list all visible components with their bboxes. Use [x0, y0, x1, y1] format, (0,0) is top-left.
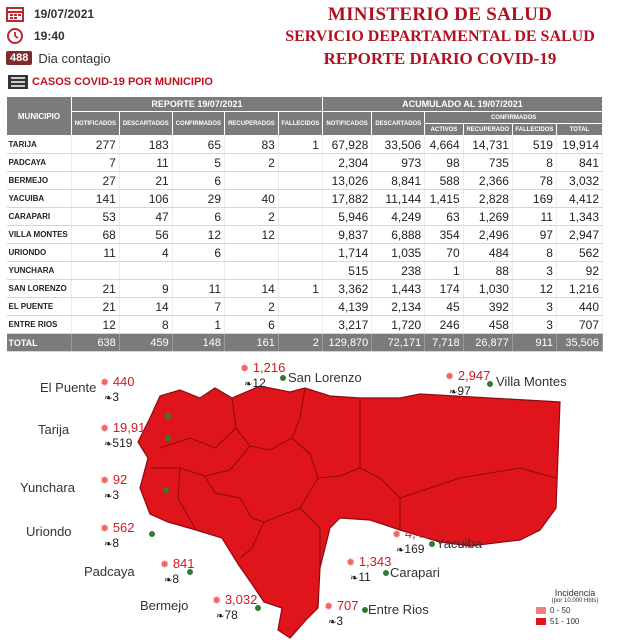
table-cell: 63: [425, 208, 463, 226]
table-row: [7, 280, 603, 298]
marker-deaths-carapari: ❧11: [350, 570, 371, 584]
table-cell: 141: [72, 190, 120, 208]
table-cell: 21: [119, 172, 172, 190]
ribbon-icon: ❧: [164, 575, 173, 586]
legend-label: 0 - 50: [550, 605, 571, 615]
table-cell: [278, 190, 322, 208]
table-cell: 70: [425, 244, 463, 262]
table-cell: [72, 262, 120, 280]
clock-icon: [6, 28, 24, 44]
table-cell: 67,928: [322, 136, 371, 154]
marker-label-bermejo: Bermejo: [140, 598, 189, 613]
table-cell: 12: [72, 316, 120, 334]
table-cell: 392: [463, 298, 512, 316]
ribbon-icon: ❧: [396, 545, 405, 556]
table-cell: [278, 226, 322, 244]
table-cell: [172, 262, 224, 280]
municipio-name: TARIJA: [7, 136, 72, 154]
marker-dot-el-puente: [165, 413, 171, 419]
table-cell: 3: [512, 262, 556, 280]
marker-deaths-entre-rios: ❧3: [328, 614, 344, 628]
marker-cases-villa-montes: ✹ 2,947: [445, 368, 491, 383]
municipio-name: TOTAL: [7, 334, 72, 352]
table-cell: 106: [119, 190, 172, 208]
table-cell: 246: [425, 316, 463, 334]
table-cell: 2,947: [556, 226, 602, 244]
table-cell: [278, 316, 322, 334]
table-cell: 19,914: [556, 136, 602, 154]
total-row: [7, 334, 603, 352]
table-cell: [278, 208, 322, 226]
table-cell: 588: [425, 172, 463, 190]
table-cell: 21: [72, 280, 120, 298]
table-cell: 14: [119, 298, 172, 316]
table-cell: 11,144: [372, 190, 425, 208]
table-cell: 1,035: [372, 244, 425, 262]
marker-cases-padcaya: ✹ 841: [160, 556, 195, 571]
table-cell: 354: [425, 226, 463, 244]
table-cell: 14,731: [463, 136, 512, 154]
virus-icon: ✹: [346, 557, 356, 569]
marker-deaths-bermejo: ❧78: [216, 608, 238, 622]
report-date: 19/07/2021: [34, 7, 95, 21]
marker-dot-uriondo: [149, 531, 155, 537]
marker-cases-carapari: ✹ 1,343: [346, 554, 392, 569]
legend-subtitle: (por 10.000 Hbts): [551, 598, 599, 604]
ribbon-icon: ❧: [104, 491, 113, 502]
table-cell: 53: [72, 208, 120, 226]
table-cell: 1,443: [372, 280, 425, 298]
virus-icon: ✹: [100, 523, 110, 535]
table-cell: 484: [463, 244, 512, 262]
table-cell: 1,030: [463, 280, 512, 298]
virus-icon: ✹: [100, 377, 110, 389]
table-cell: 1: [278, 136, 322, 154]
table-cell: 13,026: [322, 172, 371, 190]
legend-swatch: [536, 607, 546, 614]
table-cell: 33,506: [372, 136, 425, 154]
col-rep-notificados: NOTIFICADOS: [72, 112, 120, 136]
section-title-text: CASOS COVID-19 POR MUNICIPIO: [32, 76, 213, 88]
legend-swatch: [536, 618, 546, 625]
marker-deaths-yacuiba: ❧169: [396, 542, 425, 556]
title-servicio: SERVICIO DEPARTAMENTAL DE SALUD: [285, 28, 595, 45]
municipio-name: ENTRE RIOS: [7, 316, 72, 334]
table-cell: 12: [512, 280, 556, 298]
ribbon-icon: ❧: [244, 379, 253, 390]
table-cell: 2,366: [463, 172, 512, 190]
table-cell: 4: [119, 244, 172, 262]
table-cell: 65: [172, 136, 224, 154]
table-cell: 2: [225, 154, 279, 172]
table-cell: 11: [172, 280, 224, 298]
table-cell: 14: [225, 280, 279, 298]
table-cell: 735: [463, 154, 512, 172]
report-meta: [6, 4, 146, 70]
municipio-name: YACUIBA: [7, 190, 72, 208]
marker-cases-bermejo: ✹ 3,032: [212, 592, 258, 607]
col-rep-fallecidos: FALLECIDOS: [278, 112, 322, 136]
table-cell: 35,506: [556, 334, 602, 352]
virus-icon: ✹: [445, 371, 455, 383]
table-cell: 129,870: [322, 334, 371, 352]
table-row: [7, 244, 603, 262]
table-cell: 911: [512, 334, 556, 352]
table-cell: 1,216: [556, 280, 602, 298]
marker-cases-uriondo: ✹ 562: [100, 520, 135, 535]
marker-cases-entre-rios: ✹ 707: [324, 598, 359, 613]
table-cell: [225, 244, 279, 262]
virus-icon: ✹: [160, 559, 170, 571]
group-acumulado: ACUMULADO AL 19/07/2021: [322, 97, 602, 112]
day-label: Dia contagio: [38, 50, 111, 66]
table-cell: 973: [372, 154, 425, 172]
marker-dot-yunchara: [163, 487, 169, 493]
table-cell: 29: [172, 190, 224, 208]
table-cell: 11: [512, 208, 556, 226]
municipio-name: VILLA MONTES: [7, 226, 72, 244]
day-badge: 488: [6, 51, 32, 65]
table-cell: [225, 172, 279, 190]
municipio-table: [6, 96, 603, 352]
table-cell: 2,134: [372, 298, 425, 316]
virus-icon: ✹: [100, 423, 110, 435]
marker-deaths-padcaya: ❧8: [164, 572, 180, 586]
table-cell: 3: [512, 316, 556, 334]
table-cell: 458: [463, 316, 512, 334]
municipio-name: BERMEJO: [7, 172, 72, 190]
day-row: [6, 48, 146, 68]
col-activos: ACTIVOS: [425, 124, 463, 136]
col-acu-descartados: DESCARTADOS: [372, 112, 425, 136]
table-cell: 2,828: [463, 190, 512, 208]
virus-icon: ✹: [392, 529, 402, 541]
table-cell: 1,269: [463, 208, 512, 226]
marker-label-villa-montes: Villa Montes: [496, 374, 567, 389]
legend-item: [530, 616, 620, 626]
table-cell: 7,718: [425, 334, 463, 352]
marker-label-san-lorenzo: San Lorenzo: [288, 370, 362, 385]
table-cell: 11: [119, 154, 172, 172]
marker-deaths-yunchara: ❧3: [104, 488, 120, 502]
table-cell: 183: [119, 136, 172, 154]
table-cell: [225, 262, 279, 280]
table-cell: [119, 262, 172, 280]
table-cell: 562: [556, 244, 602, 262]
marker-cases-el-puente: ✹ 440: [100, 374, 135, 389]
calendar-icon: [6, 6, 24, 22]
time-row: [6, 26, 146, 46]
marker-label-yunchara: Yunchara: [20, 480, 75, 495]
table-cell: 2: [225, 208, 279, 226]
table-cell: 6,888: [372, 226, 425, 244]
col-total: TOTAL: [556, 124, 602, 136]
col-recuperado: RECUPERADO: [463, 124, 512, 136]
table-cell: 6: [172, 208, 224, 226]
marker-label-carapari: Carapari: [390, 565, 440, 580]
municipio-name: SAN LORENZO: [7, 280, 72, 298]
table-cell: 78: [512, 172, 556, 190]
table-cell: 1: [172, 316, 224, 334]
col-rep-descartados: DESCARTADOS: [119, 112, 172, 136]
table-cell: [278, 244, 322, 262]
table-cell: 148: [172, 334, 224, 352]
table-cell: 238: [372, 262, 425, 280]
table-cell: 8: [512, 154, 556, 172]
table-cell: 6: [225, 316, 279, 334]
table-cell: 1,415: [425, 190, 463, 208]
table-cell: 56: [119, 226, 172, 244]
legend-item: [530, 605, 620, 615]
table-cell: [278, 154, 322, 172]
table-cell: 277: [72, 136, 120, 154]
table-cell: 707: [556, 316, 602, 334]
marker-label-padcaya: Padcaya: [84, 564, 135, 579]
table-cell: 3: [512, 298, 556, 316]
table-cell: 5,946: [322, 208, 371, 226]
table-cell: 7: [172, 298, 224, 316]
report-title: [250, 4, 630, 70]
table-cell: 1,720: [372, 316, 425, 334]
table-cell: 9: [119, 280, 172, 298]
municipio-name: PADCAYA: [7, 154, 72, 172]
marker-dot-carapari: [383, 570, 389, 576]
marker-dot-san-lorenzo: [280, 375, 286, 381]
table-cell: 8: [119, 316, 172, 334]
table-cell: 12: [172, 226, 224, 244]
table-cell: 92: [556, 262, 602, 280]
virus-icon: ✹: [324, 601, 334, 613]
marker-cases-tarija: ✹ 19,914: [100, 420, 153, 435]
table-cell: 21: [72, 298, 120, 316]
marker-cases-san-lorenzo: ✹ 1,216: [240, 360, 286, 375]
table-cell: 8,841: [372, 172, 425, 190]
table-cell: 3,032: [556, 172, 602, 190]
table-cell: 1: [278, 280, 322, 298]
table-cell: 174: [425, 280, 463, 298]
table-cell: 4,664: [425, 136, 463, 154]
marker-label-entre-rios: Entre Rios: [368, 602, 429, 617]
table-cell: 2: [225, 298, 279, 316]
ribbon-icon: ❧: [104, 539, 113, 550]
table-cell: 638: [72, 334, 120, 352]
col-rep-confirmados: CONFIRMADOS: [172, 112, 224, 136]
ribbon-icon: ❧: [216, 611, 225, 622]
municipio-name: EL PUENTE: [7, 298, 72, 316]
virus-icon: ✹: [100, 475, 110, 487]
table-cell: 45: [425, 298, 463, 316]
legend-title: Incidencia: [554, 588, 596, 598]
marker-label-yacuiba: Yacuiba: [436, 536, 483, 551]
table-cell: 72,171: [372, 334, 425, 352]
table-cell: 459: [119, 334, 172, 352]
date-row: [6, 4, 146, 24]
table-cell: 97: [512, 226, 556, 244]
table-cell: 2,496: [463, 226, 512, 244]
table-row: [7, 190, 603, 208]
municipio-name: CARAPARI: [7, 208, 72, 226]
table-cell: 1,714: [322, 244, 371, 262]
table-row: [7, 226, 603, 244]
table-cell: 161: [225, 334, 279, 352]
list-icon: [8, 75, 28, 89]
section-title: [8, 75, 213, 89]
marker-dot-tarija: [165, 435, 171, 441]
table-cell: 515: [322, 262, 371, 280]
table-cell: 1,343: [556, 208, 602, 226]
col-rep-recuperados: RECUPERADOS: [225, 112, 279, 136]
col-municipio: MUNICIPIO: [7, 97, 72, 136]
municipio-name: URIONDO: [7, 244, 72, 262]
table-cell: [278, 172, 322, 190]
table-cell: 2: [278, 334, 322, 352]
table-cell: 841: [556, 154, 602, 172]
table-cell: 440: [556, 298, 602, 316]
group-confirmados: CONFIRMADOS: [425, 112, 603, 124]
marker-cases-yacuiba: ✹ 4,412: [392, 526, 438, 541]
marker-deaths-villa-montes: ❧97: [449, 384, 471, 398]
table-cell: 4,139: [322, 298, 371, 316]
table-cell: 3,362: [322, 280, 371, 298]
table-cell: 6: [172, 172, 224, 190]
ribbon-icon: ❧: [104, 393, 113, 404]
table-cell: 11: [72, 244, 120, 262]
col-acu-notificados: NOTIFICADOS: [322, 112, 371, 136]
table-cell: 1: [425, 262, 463, 280]
legend: [530, 588, 620, 626]
table-cell: 7: [72, 154, 120, 172]
marker-cases-yunchara: ✹ 92: [100, 472, 128, 487]
marker-dot-yacuiba: [429, 541, 435, 547]
ribbon-icon: ❧: [328, 617, 337, 628]
table-cell: 17,882: [322, 190, 371, 208]
title-ministerio: MINISTERIO DE SALUD: [327, 4, 553, 25]
marker-deaths-el-puente: ❧3: [104, 390, 120, 404]
title-reporte: REPORTE DIARIO COVID-19: [323, 49, 557, 68]
table-row: [7, 298, 603, 316]
table-row: [7, 154, 603, 172]
table-cell: 3,217: [322, 316, 371, 334]
table-cell: 27: [72, 172, 120, 190]
table-cell: 40: [225, 190, 279, 208]
marker-deaths-san-lorenzo: ❧12: [244, 376, 266, 390]
col-fallecidos: FALLECIDOS: [512, 124, 556, 136]
table-cell: 5: [172, 154, 224, 172]
table-cell: 47: [119, 208, 172, 226]
ribbon-icon: ❧: [350, 573, 359, 584]
table-cell: 98: [425, 154, 463, 172]
table-cell: 169: [512, 190, 556, 208]
table-cell: 88: [463, 262, 512, 280]
table-cell: 12: [225, 226, 279, 244]
ribbon-icon: ❧: [104, 439, 113, 450]
table-cell: [278, 298, 322, 316]
municipio-name: YUNCHARA: [7, 262, 72, 280]
table-cell: 6: [172, 244, 224, 262]
table-cell: 4,249: [372, 208, 425, 226]
table-cell: 4,412: [556, 190, 602, 208]
virus-icon: ✹: [240, 363, 250, 375]
group-reporte: REPORTE 19/07/2021: [72, 97, 323, 112]
table-row: [7, 208, 603, 226]
table-cell: 9,837: [322, 226, 371, 244]
table-cell: 2,304: [322, 154, 371, 172]
table-row: [7, 172, 603, 190]
table-row: [7, 316, 603, 334]
marker-label-tarija: Tarija: [38, 422, 70, 437]
table-row: [7, 136, 603, 154]
marker-label-el-puente: El Puente: [40, 380, 97, 395]
table-cell: 8: [512, 244, 556, 262]
table-cell: 519: [512, 136, 556, 154]
table-cell: 26,877: [463, 334, 512, 352]
marker-deaths-tarija: ❧519: [104, 436, 133, 450]
legend-label: 51 - 100: [550, 616, 580, 626]
report-time: 19:40: [34, 29, 65, 43]
virus-icon: ✹: [212, 595, 222, 607]
marker-label-uriondo: Uriondo: [26, 524, 72, 539]
table-cell: 83: [225, 136, 279, 154]
marker-deaths-uriondo: ❧8: [104, 536, 120, 550]
ribbon-icon: ❧: [449, 387, 458, 398]
table-row: [7, 262, 603, 280]
table-cell: [278, 262, 322, 280]
table-cell: 68: [72, 226, 120, 244]
